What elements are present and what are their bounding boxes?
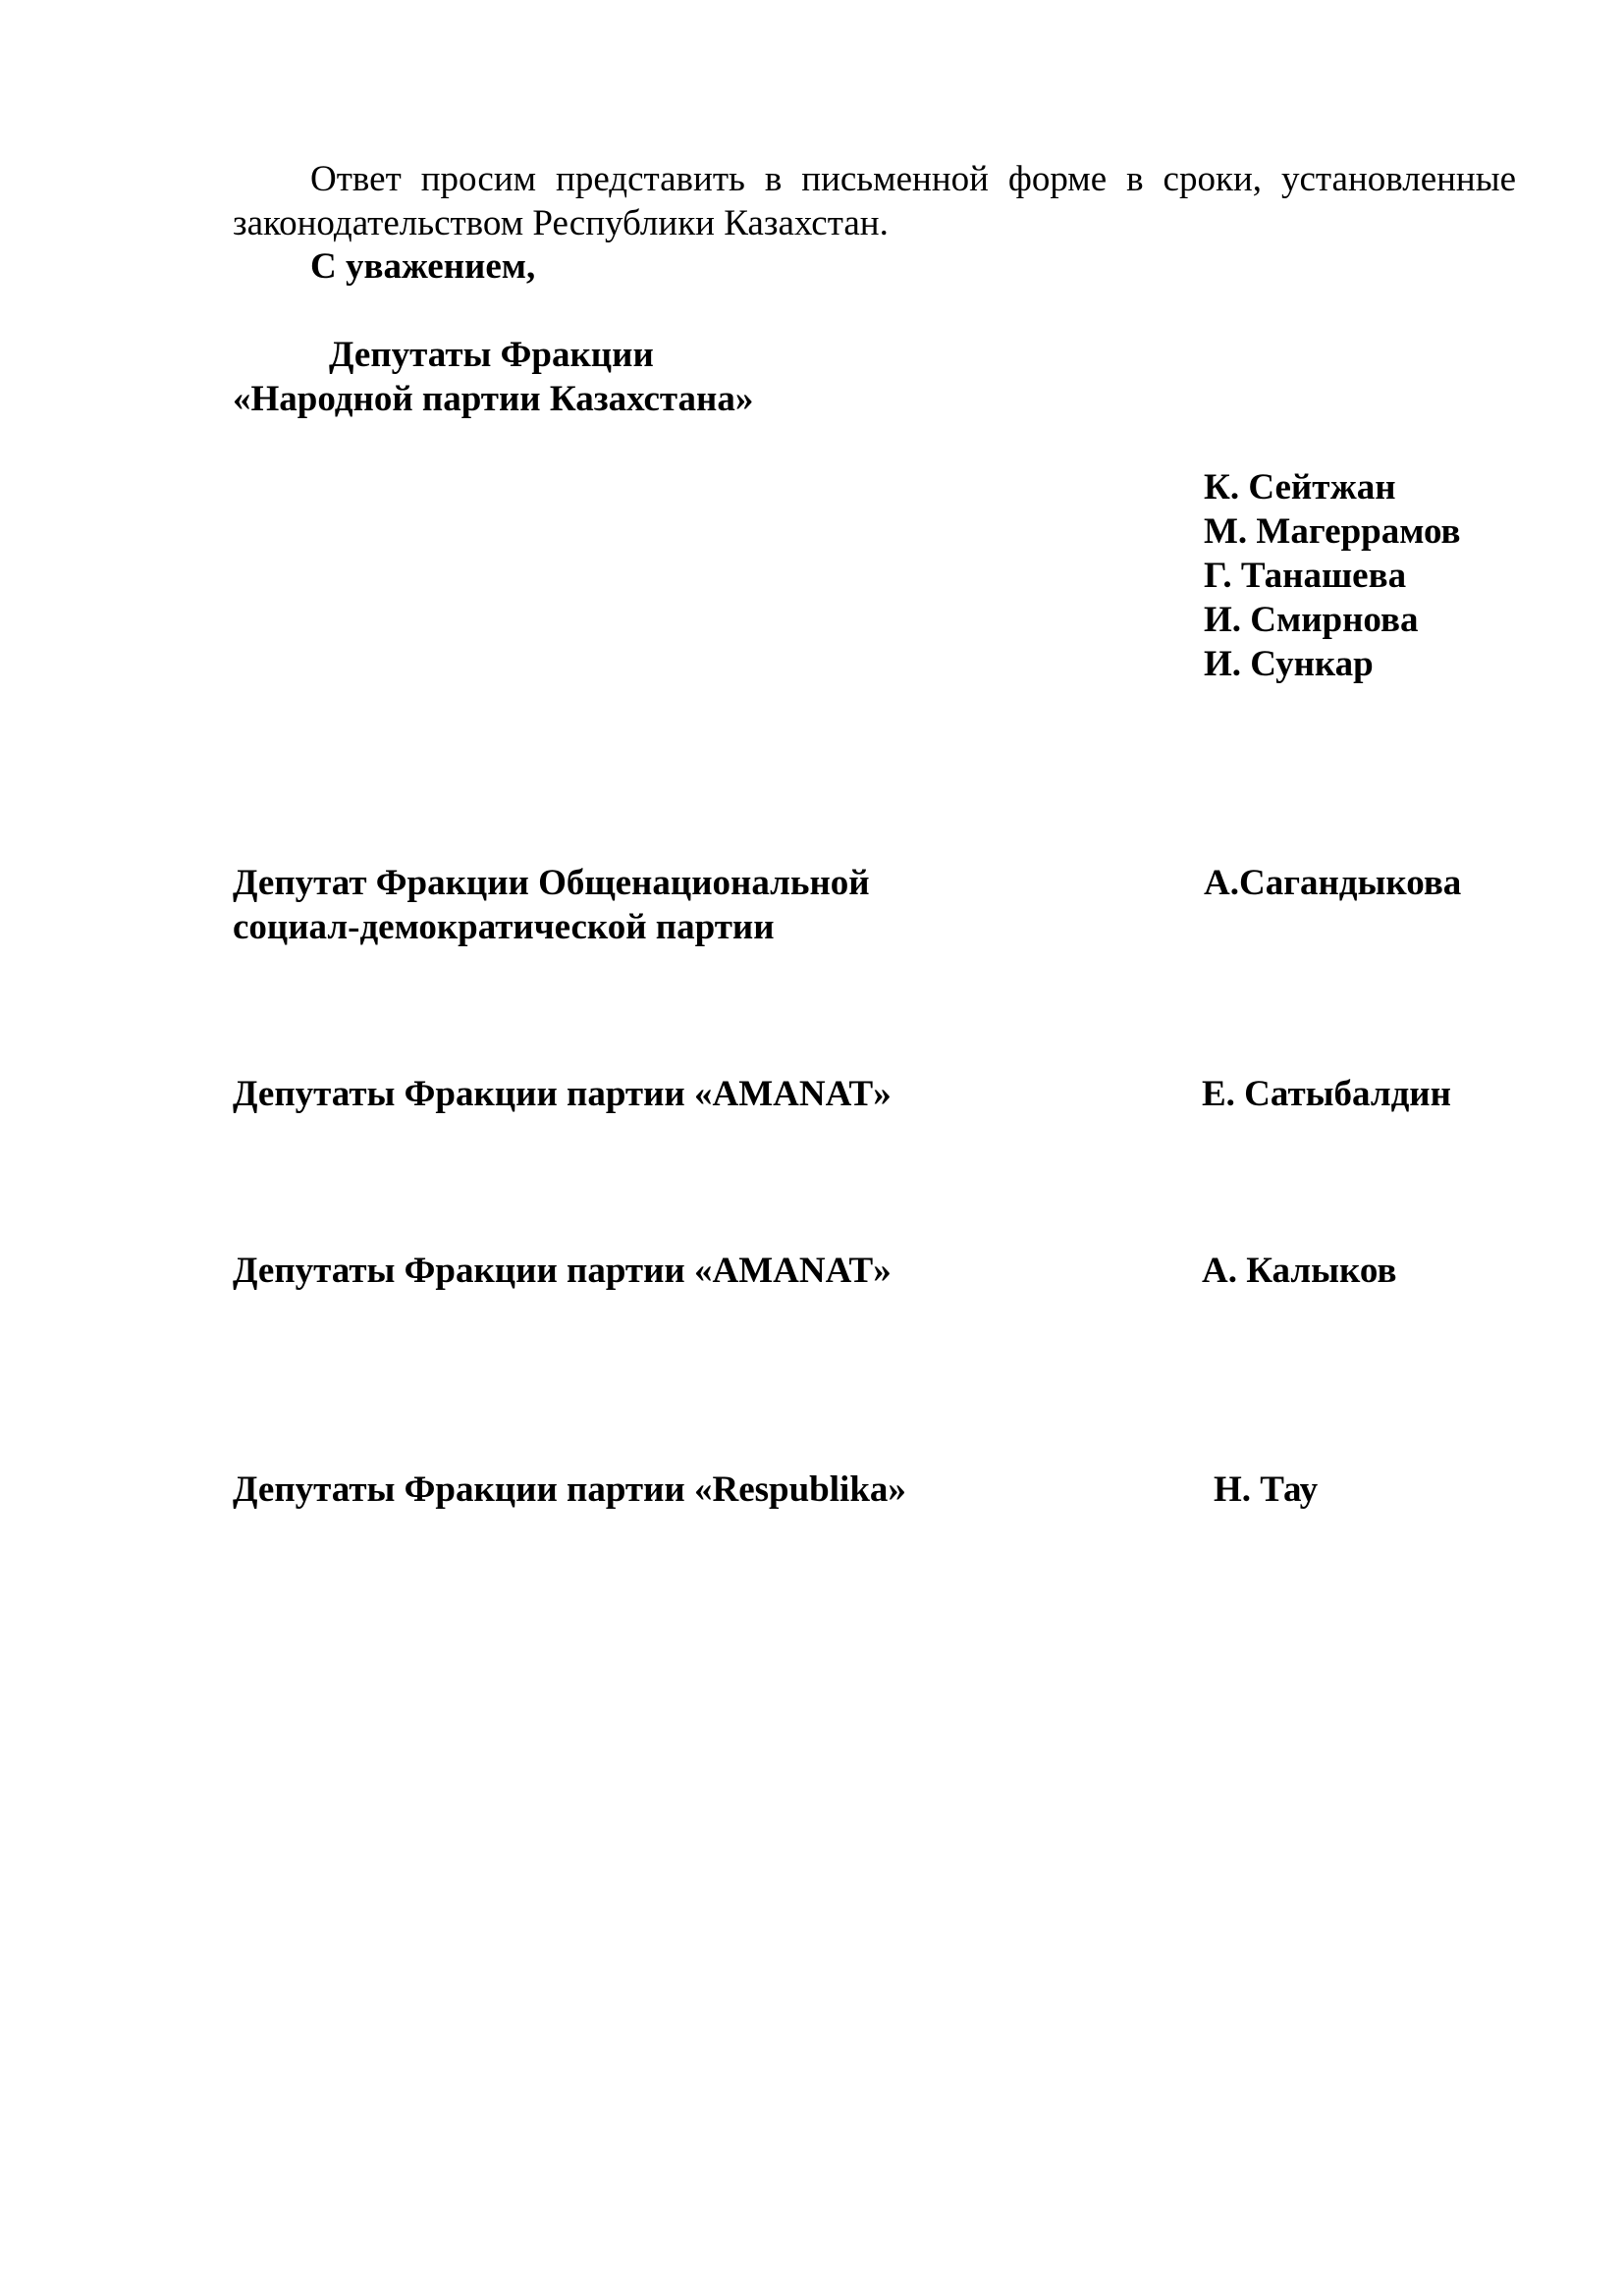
respublika-signer: Н. Тау bbox=[1214, 1469, 1319, 1510]
peoples-party-title-line-2: «Народной партии Казахстана» bbox=[233, 379, 754, 419]
amanat-1-title: Депутаты Фракции партии «AMANAT» bbox=[233, 1074, 892, 1114]
amanat-2-title: Депутаты Фракции партии «AMANAT» bbox=[233, 1251, 892, 1291]
peoples-party-title-line-1: Депутаты Фракции bbox=[329, 335, 654, 375]
respublika-title: Депутаты Фракции партии «Respublika» bbox=[233, 1469, 906, 1510]
closing-salutation: С уважением, bbox=[310, 246, 536, 287]
amanat-1-signer: Е. Сатыбалдин bbox=[1202, 1074, 1451, 1114]
signer-name: К. Сейтжан bbox=[1204, 467, 1396, 507]
request-line-2: законодательством Республики Казахстан. bbox=[233, 203, 889, 243]
ossdp-title-line-1: Депутат Фракции Общенациональной bbox=[233, 863, 870, 903]
signer-name: Г. Танашева bbox=[1204, 556, 1407, 596]
signer-name: М. Магеррамов bbox=[1204, 511, 1461, 552]
request-paragraph bbox=[233, 157, 1516, 245]
signer-name: И. Сункар bbox=[1204, 644, 1374, 684]
ossdp-title-line-2: социал-демократической партии bbox=[233, 907, 775, 947]
ossdp-signer: А.Сагандыкова bbox=[1204, 863, 1462, 903]
amanat-2-signer: А. Калыков bbox=[1202, 1251, 1397, 1291]
signer-name: И. Смирнова bbox=[1204, 600, 1419, 640]
request-line-1: Ответ просим представить в письменной форме в сроки, установленные bbox=[310, 159, 1516, 199]
peoples-party-signers bbox=[1204, 465, 1461, 686]
